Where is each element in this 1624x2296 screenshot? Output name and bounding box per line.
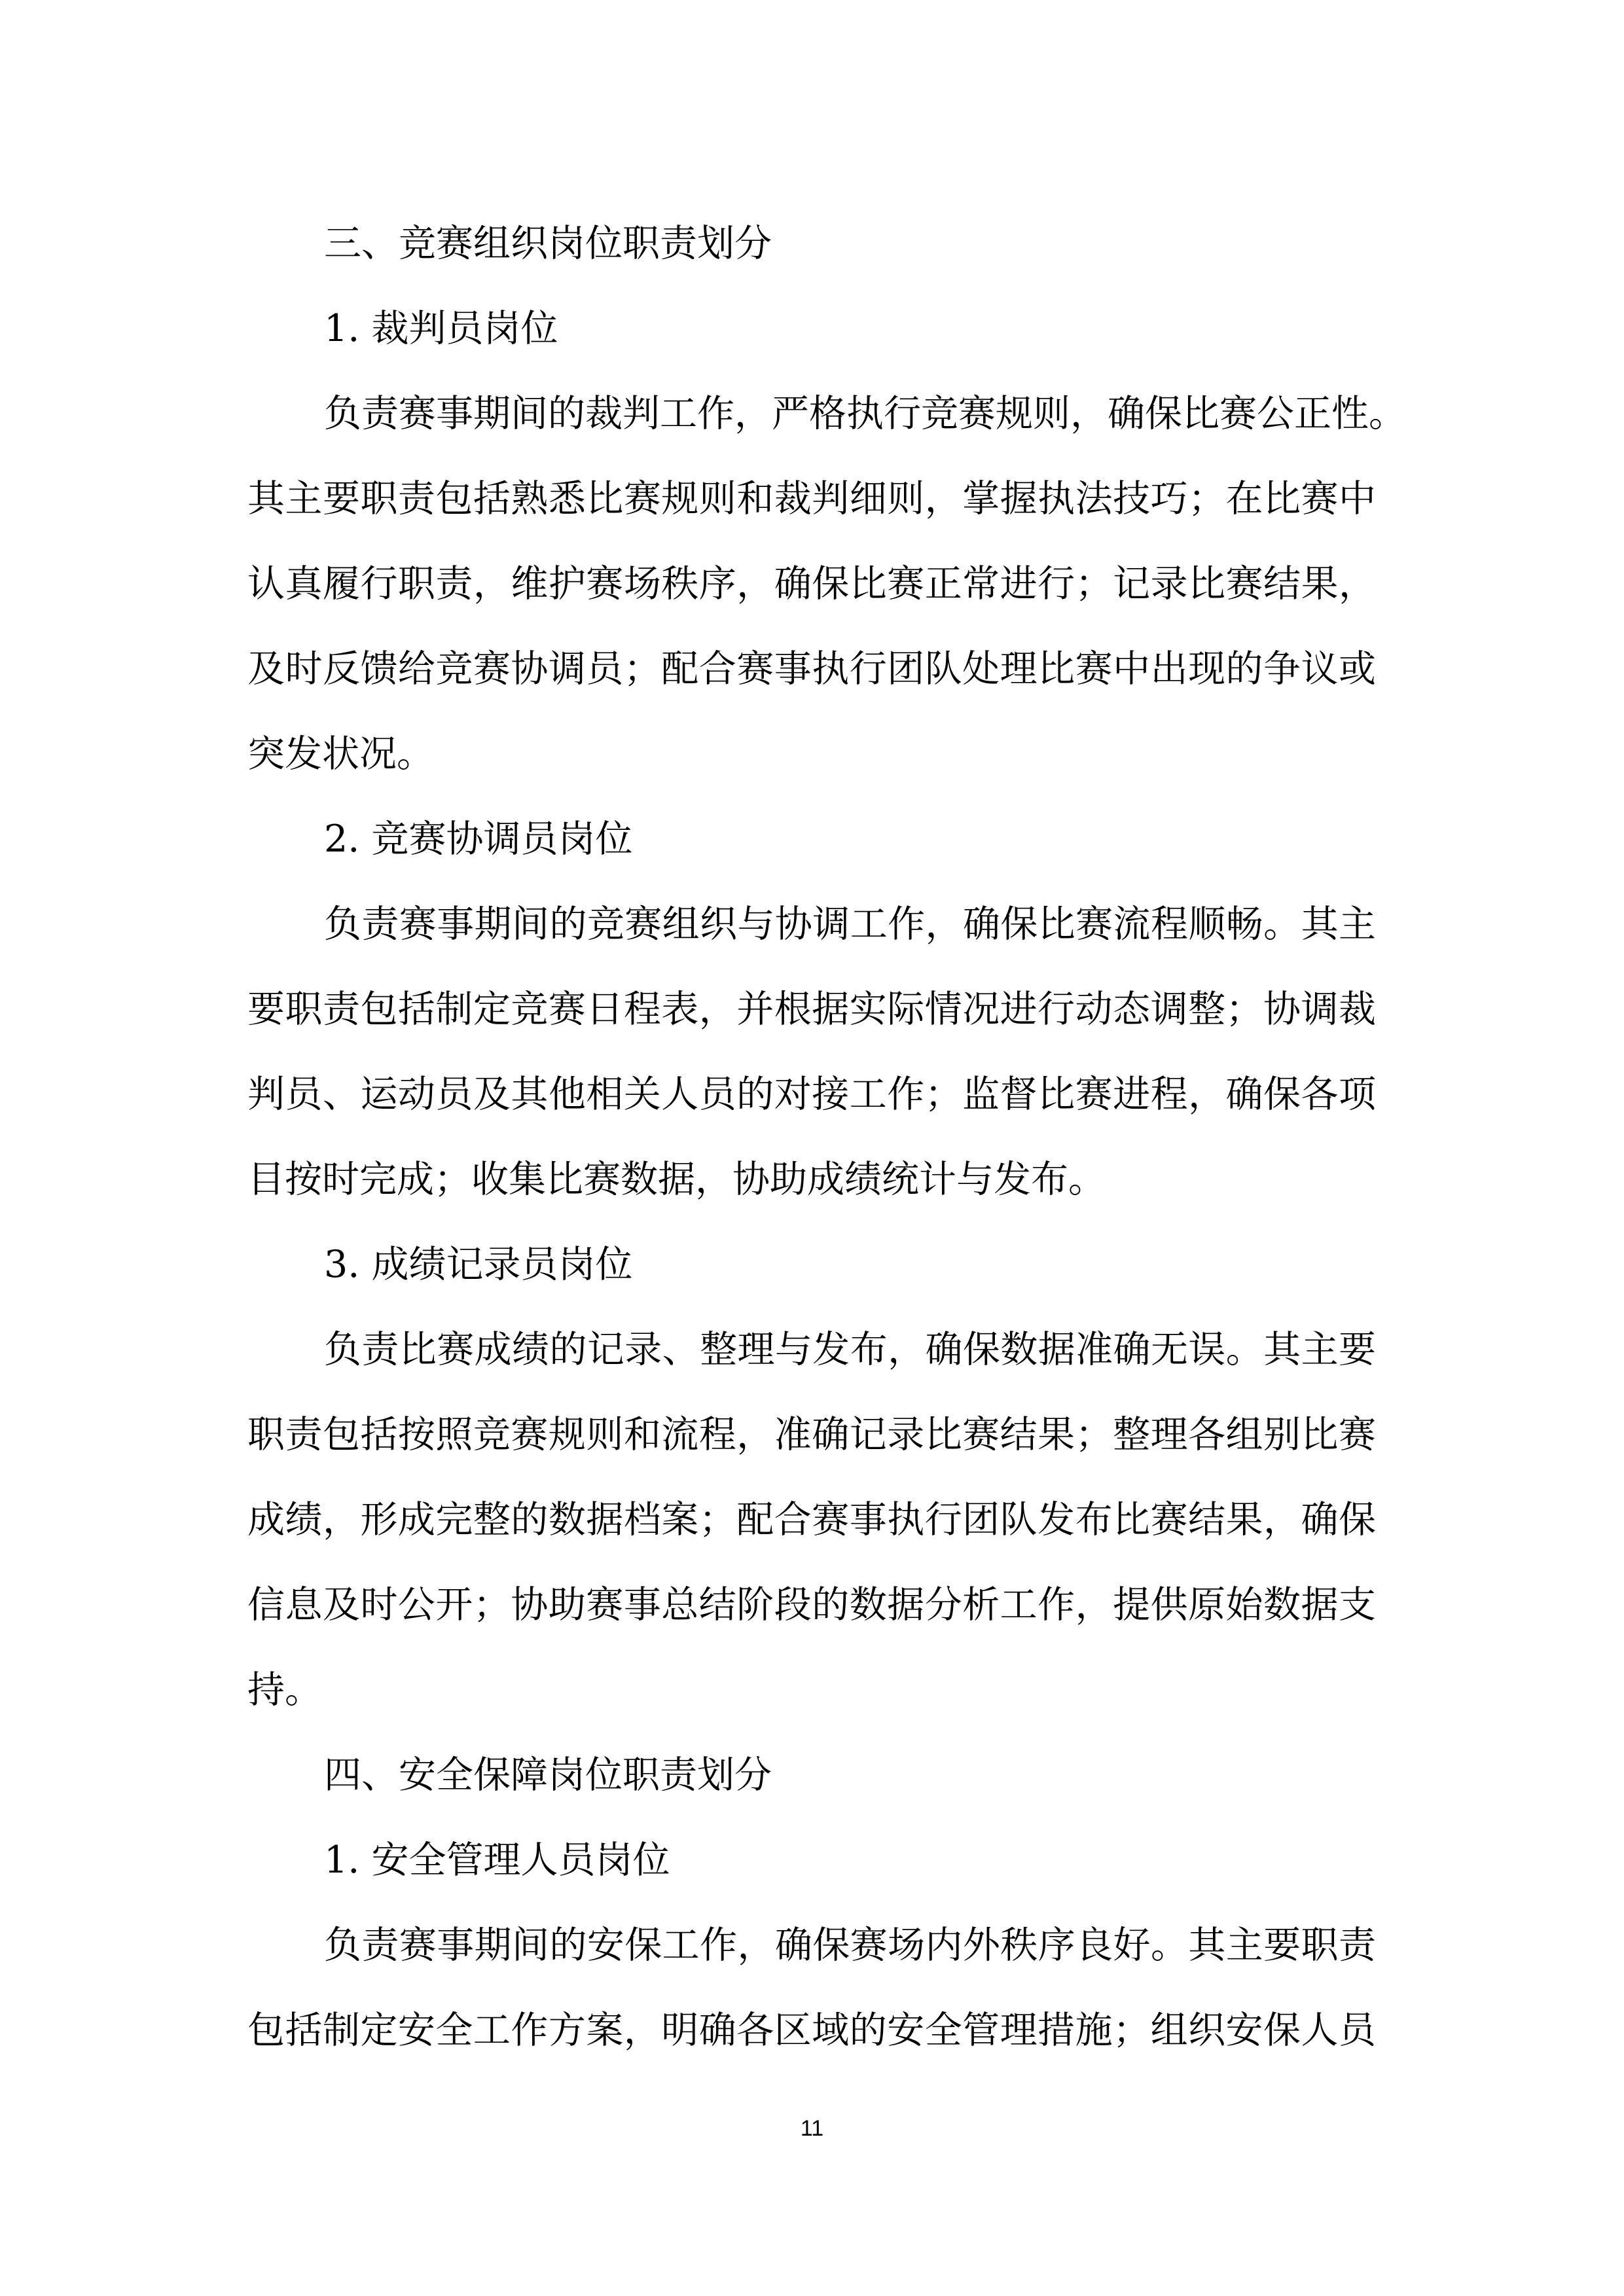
document-body	[247, 216, 1406, 2088]
paragraph-line: 认真履行职责，维护赛场秩序，确保比赛正常进行；记录比赛结果，	[247, 562, 1376, 605]
paragraph-line: 要职责包括制定竞赛日程表，并根据实际情况进行动态调整；协调裁	[247, 988, 1376, 1031]
paragraph-line: 信息及时公开；协助赛事总结阶段的数据分析工作，提供原始数据支	[247, 1583, 1376, 1626]
subsection-title: 2. 竞赛协调员岗位	[324, 817, 633, 861]
subsection-title: 1. 安全管理人员岗位	[324, 1839, 670, 1882]
paragraph-line: 负责赛事期间的安保工作，确保赛场内外秩序良好。其主要职责	[324, 1924, 1376, 1967]
subsection-title: 1. 裁判员岗位	[324, 307, 558, 350]
paragraph-line: 负责赛事期间的竞赛组织与协调工作，确保比赛流程顺畅。其主	[324, 903, 1376, 946]
paragraph-line: 判员、运动员及其他相关人员的对接工作；监督比赛进程，确保各项	[247, 1073, 1376, 1116]
section-heading: 三、竞赛组织岗位职责划分	[324, 222, 772, 265]
paragraph-line: 及时反馈给竞赛协调员；配合赛事执行团队处理比赛中出现的争议或	[247, 647, 1376, 691]
page-number: 11	[800, 2116, 824, 2141]
paragraph-line: 持。	[247, 1668, 322, 1712]
subsection-title: 3. 成绩记录员岗位	[324, 1243, 633, 1286]
paragraph-line: 突发状况。	[247, 732, 434, 776]
paragraph-line: 目按时完成；收集比赛数据，协助成绩统计与发布。	[247, 1158, 1106, 1201]
paragraph-line: 成绩，形成完整的数据档案；配合赛事执行团队发布比赛结果，确保	[247, 1498, 1376, 1541]
paragraph-line: 包括制定安全工作方案，明确各区域的安全管理措施；组织安保人员	[247, 2009, 1376, 2052]
section-heading: 四、安全保障岗位职责划分	[324, 1753, 772, 1797]
paragraph-line: 职责包括按照竞赛规则和流程，准确记录比赛结果；整理各组别比赛	[247, 1413, 1376, 1456]
paragraph-line: 负责比赛成绩的记录、整理与发布，确保数据准确无误。其主要	[324, 1328, 1376, 1371]
paragraph-line: 其主要职责包括熟悉比赛规则和裁判细则，掌握执法技巧；在比赛中	[247, 477, 1376, 520]
paragraph-line: 负责赛事期间的裁判工作，严格执行竞赛规则，确保比赛公正性。	[324, 392, 1406, 435]
